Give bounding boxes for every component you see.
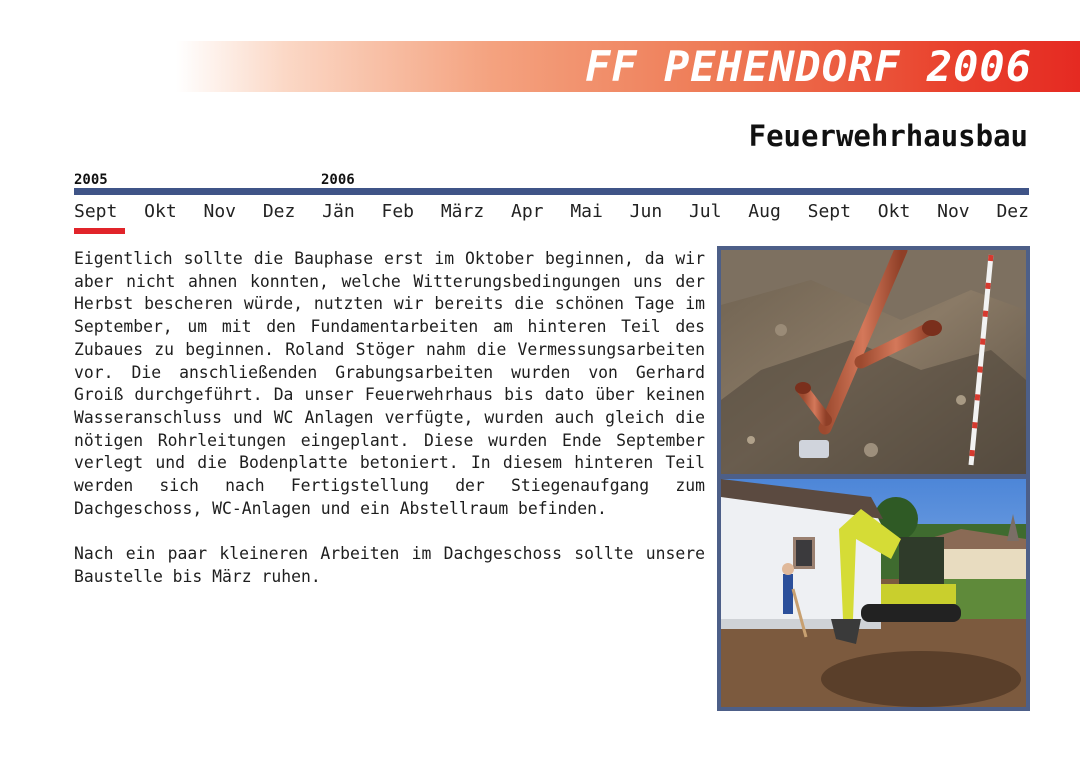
month-label: Jän: [322, 201, 355, 222]
month-label: Okt: [144, 201, 177, 222]
article-body: [74, 248, 705, 589]
month-label: Dez: [262, 201, 296, 222]
banner-title: FF PEHENDORF 2006: [585, 42, 1032, 91]
month-label: Nov: [937, 201, 970, 222]
timeline-months: [74, 200, 1029, 226]
year-label-2006: 2006: [321, 172, 355, 188]
month-label: Mai: [570, 201, 603, 222]
month-label: Aug: [748, 201, 781, 222]
month-label: Dez: [996, 201, 1029, 222]
month-label: Jul: [688, 201, 722, 222]
photo-excavator: [721, 479, 1026, 707]
month-label: Sept: [807, 201, 851, 222]
timeline-bar: [74, 188, 1029, 195]
article-paragraph: Nach ein paar kleineren Arbeiten im Dachgeschoss sollte unsere Baustelle bis März ruhen.: [74, 544, 705, 586]
photo-pipe-trench: [721, 250, 1026, 474]
page-title: Feuerwehrhausbau: [748, 119, 1028, 153]
month-label: Feb: [381, 201, 414, 222]
header-banner: [176, 41, 1080, 92]
current-month-marker: [74, 228, 125, 234]
month-label: Apr: [510, 201, 544, 222]
month-label: Nov: [203, 201, 237, 222]
month-label: Jun: [629, 201, 663, 222]
month-label: Sept: [74, 201, 118, 222]
month-label: März: [440, 201, 485, 222]
year-label-2005: 2005: [74, 172, 108, 188]
photo-frame: [717, 246, 1030, 711]
article-paragraph: Eigentlich sollte die Bauphase erst im Oktober beginnen, da wir aber nicht ahnen konnten, welche Witterungsbedingungen uns der Herbst bescheren würde, nutzten wir bereits die schönen Tage im September, um mit den Fundamentarbeiten am hinteren Teil des Zubaues zu beginnen. Roland Stöger nahm die Vermessungsarbeiten vor. Die anschließenden Grabungsarbeiten wurden von Gerhard Groiß durchgeführt. Da unser Feuerwehrhaus bis dato über keinen Wasseranschluss und WC Anlagen verfügte, wurden auch gleich die nötigen Rohrleitungen eingeplant. Diese wurden Ende September verlegt und die Bodenplatte betoniert. In diesem hinteren Teil werden sich nach Fertigstellung der Stiegenaufgang zum Dachgeschoss, WC-Anlagen und ein Abstellraum befinden.: [74, 249, 705, 518]
month-label: Okt: [877, 201, 911, 222]
